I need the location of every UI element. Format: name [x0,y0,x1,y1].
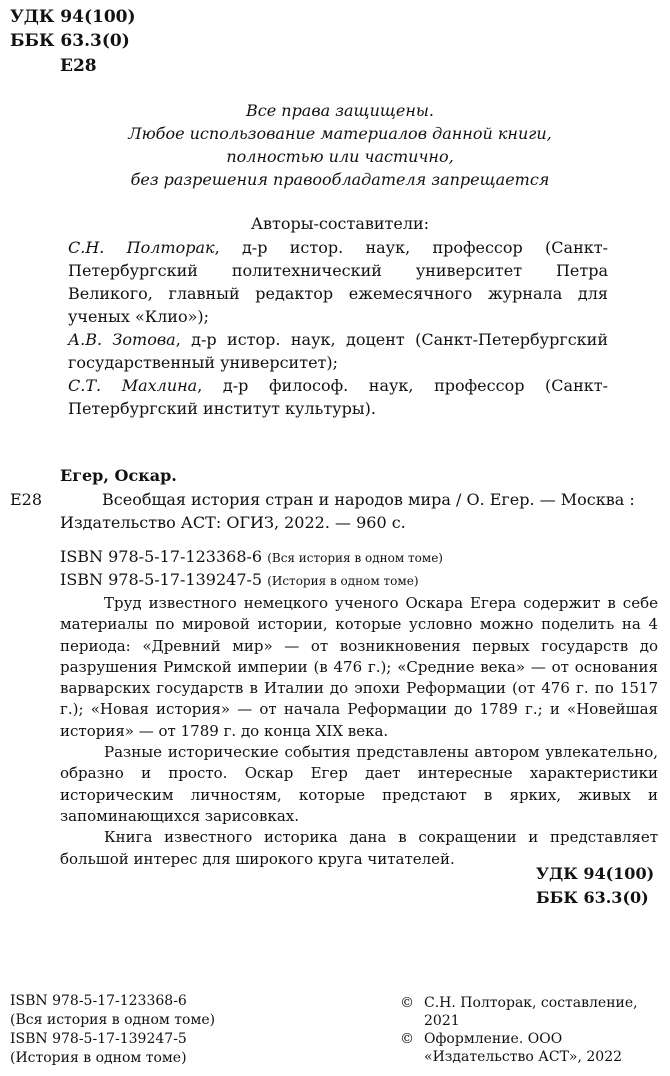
compiler-description: , д-р философ. наук, профессор (Санкт-Петербургский институт культуры). [68,376,609,418]
compiler-name: С.Т. Махлина [68,376,198,395]
footer-isbn-note: (Вся история в одном томе) [10,1012,216,1028]
bib-title-line: Всеобщая история стран и народов мира / О. Егер. — Москва : [102,490,635,509]
annotation-paragraph: Труд известного немецкого ученого Оскара Егера содержит в себе материалы по мировой истории, которые условно можно поделить на 4 периода: «Древний мир» — от возникновения первых государств до разрушения Римской империи (в 476 г.); «Средние века» — от основания варварских государств в Италии до эпохи Реформации (от 476 г. по 1517 г.); «Новая история» — от начала Реформации до 1789 г.; и «Новейшая история» — от 1789 г. до конца XIX века. [60,594,658,740]
annotation [60,593,658,870]
copyright-symbol: © [400,1031,414,1047]
rights-line: без разрешения правообладателя запрещается [130,170,550,189]
udk-code-bottom: УДК 94(100) [536,864,655,883]
copyright-entry [400,994,640,1030]
copyright-text: Оформление. ООО «Издательство АСТ», 2022 [424,1031,623,1065]
compiler-description: , д-р истор. наук, доцент (Санкт-Петербургский государственный университет); [68,330,609,372]
author-mark-top: Е28 [60,56,97,76]
copyright-text: С.Н. Полторак, составление, 2021 [424,995,638,1029]
bib-isbn-2 [60,568,419,593]
footer-copyright-block [400,994,640,1066]
isbn-number: ISBN 978-5-17-139247-5 [60,570,263,589]
annotation-paragraph: Разные исторические события представлены автором увлекательно, образно и просто. Оскар Егер дает интересные характеристики историческим личностям, которые предстают в ярких, живых и запоминающихся зарисовках. [60,743,658,825]
bib-imprint-line: Издательство АСТ: ОГИЗ, 2022. — 960 с. [60,513,406,532]
compiler-entry [68,236,608,328]
bib-isbn-1 [60,545,443,570]
bib-author: Егер, Оскар. [60,466,177,485]
udk-code-top: УДК 94(100) [10,7,136,27]
bbk-code-top: ББК 63.3(0) [10,31,130,51]
compilers-list [68,236,608,420]
compiler-name: С.Н. Полторак [68,238,215,257]
compiler-entry [68,328,608,374]
isbn-note: (История в одном томе) [267,574,419,588]
copyright-entry [400,1030,640,1066]
compilers-heading: Авторы-составители: [250,214,430,233]
rights-notice [60,99,620,191]
compiler-entry [68,374,608,420]
footer-isbn-note: (История в одном томе) [10,1050,187,1066]
annotation-paragraph: Книга известного историка дана в сокращении и представляет большой интерес для широкого круга читателей. [60,828,658,868]
rights-line: Все права защищены. [245,101,435,120]
footer-isbn-block [10,992,215,1068]
compiler-name: А.В. Зотова [68,330,176,349]
footer-isbn: ISBN 978-5-17-139247-5 [10,1031,187,1047]
rights-line: Любое использование материалов данной книги, [128,124,552,143]
isbn-note: (Вся история в одном томе) [267,551,443,565]
bib-author-mark: Е28 [10,490,43,509]
copyright-symbol: © [400,995,414,1011]
bbk-code-bottom: ББК 63.3(0) [536,888,649,907]
compiler-description: , д-р истор. наук, профессор (Санкт-Петербургский политехнический университет Петра Великого, главный редактор ежемесячного журнала для ученых «Клио»); [68,238,608,326]
footer-isbn: ISBN 978-5-17-123368-6 [10,993,187,1009]
rights-line: полностью или частично, [226,147,454,166]
isbn-number: ISBN 978-5-17-123368-6 [60,547,263,566]
